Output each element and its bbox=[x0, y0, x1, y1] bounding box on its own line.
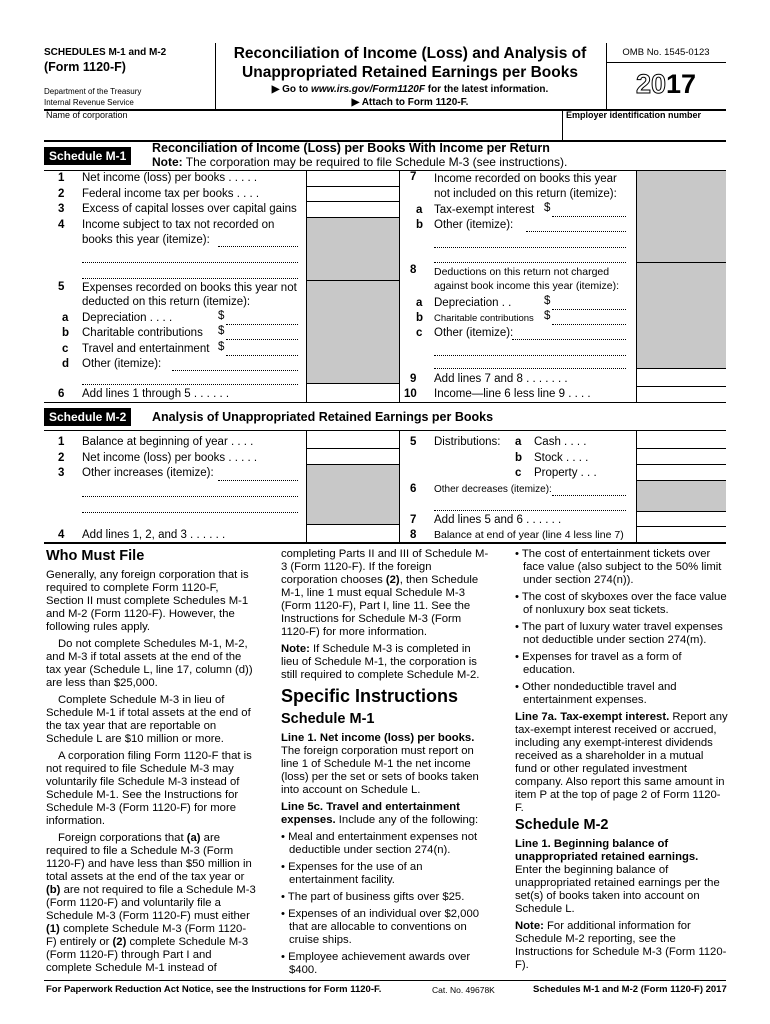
dept-irs: Internal Revenue Service bbox=[44, 98, 134, 107]
m2-line-3-itemize-field-2[interactable] bbox=[82, 496, 298, 497]
m1-line-7-label-1: Income recorded on books this year bbox=[434, 173, 617, 185]
m1-line-9-label: Add lines 7 and 8 . . . . . . . bbox=[434, 373, 568, 385]
m1-line-8-label-1: Deductions on this return not charged bbox=[434, 266, 610, 278]
m2-line-3-num: 3 bbox=[58, 467, 65, 479]
m2-line-5c-label: Property . . . bbox=[534, 467, 597, 479]
m1-line-4-label-2: books this year (itemize): bbox=[82, 234, 210, 246]
m2-line-3-itemize-field[interactable] bbox=[218, 480, 298, 481]
m1-line-5b-label: Charitable contributions bbox=[82, 327, 203, 339]
dollar-sign: $ bbox=[544, 295, 551, 307]
m2-line-5-label: Distributions: bbox=[434, 436, 501, 448]
m1-line-7b-itemize-field[interactable] bbox=[526, 231, 626, 232]
dollar-sign: $ bbox=[218, 310, 225, 322]
m1-line-7a-label: Tax-exempt interest bbox=[434, 204, 535, 216]
omb-number: OMB No. 1545-0123 bbox=[622, 47, 710, 58]
instr-bullet: • The cost of skyboxes over the face value of nonluxury box seat tickets. bbox=[515, 591, 727, 616]
instr-paragraph: Generally, any foreign corporation that is required to complete Form 1120-F, Section II must complete Schedules M-1 and M-2 (Form 1120-F). However, the following rules apply. bbox=[46, 569, 249, 633]
m1-line-10-label: Income—line 6 less line 9 . . . . bbox=[434, 388, 591, 400]
instr-paragraph: Do not complete Schedules M-1, M-2, and M-3 if total assets at the end of the tax year (Schedule L, line 17, column (d)) are less than $25,000. bbox=[46, 638, 253, 689]
m1-line-8a-amount[interactable] bbox=[552, 309, 626, 310]
instr-note: Note: If Schedule M-3 is completed in lieu of Schedule M-1, the corporation is still required to complete Schedule M-2. bbox=[281, 643, 480, 681]
m1-line-7b-label: Other (itemize): bbox=[434, 219, 514, 231]
m1-line-7b-letter: b bbox=[416, 219, 424, 231]
ein-label: Employer identification number bbox=[566, 110, 702, 120]
m1-line-5a-amount[interactable] bbox=[226, 324, 298, 325]
m2-line-6-itemize-field-2[interactable] bbox=[434, 510, 626, 511]
instructions-column-1 bbox=[46, 548, 256, 979]
m2-line-5b-amount[interactable] bbox=[638, 450, 725, 463]
cat-number: Cat. No. 49678K bbox=[432, 985, 495, 995]
instr-bullet: • The part of business gifts over $25. bbox=[281, 891, 465, 903]
instr-bullet: • Expenses for the use of an entertainment facility. bbox=[281, 861, 423, 886]
dept-treasury: Department of the Treasury bbox=[44, 87, 142, 96]
m1-line-2-label: Federal income tax per books . . . . bbox=[82, 188, 260, 200]
dollar-sign: $ bbox=[544, 310, 551, 322]
m2-line-5b-label: Stock . . . . bbox=[534, 452, 589, 464]
m1-line-8-num: 8 bbox=[410, 264, 417, 276]
m1-line-9-amount[interactable] bbox=[638, 370, 725, 385]
schedule-id: SCHEDULES M-1 and M-2 bbox=[44, 47, 167, 58]
m2-line-3-itemize-field-3[interactable] bbox=[82, 512, 298, 513]
schedule-m1-badge: Schedule M-1 bbox=[44, 147, 131, 165]
m2-line-5a-letter: a bbox=[515, 436, 522, 448]
m2-line-5a-label: Cash . . . . bbox=[534, 436, 587, 448]
instr-paragraph: Complete Schedule M-3 in lieu of Schedule M-1 if total assets at the end of the tax year that are reportable on Schedule L are $10 million or more. bbox=[46, 694, 251, 745]
dollar-sign: $ bbox=[218, 341, 225, 353]
m1-line-1-amount[interactable] bbox=[308, 172, 398, 185]
m1-line-8-label-2: against book income this year (itemize): bbox=[434, 280, 619, 292]
m1-line-6-label: Add lines 1 through 5 . . . . . . bbox=[82, 388, 230, 400]
specific-instructions-heading: Specific Instructions bbox=[281, 686, 459, 706]
m1-line-5d-letter: d bbox=[62, 358, 70, 370]
m1-line-8c-itemize-field-2[interactable] bbox=[434, 355, 626, 356]
instr-bullet: • Other nondeductible travel and entertainment expenses. bbox=[515, 681, 677, 706]
m2-line-8-label: Balance at end of year (line 4 less line 7) bbox=[434, 529, 624, 541]
form-title-line2: Unappropriated Retained Earnings per Books bbox=[242, 64, 578, 81]
m1-line-7-label-2: not included on this return (itemize): bbox=[434, 188, 617, 200]
m1-line-5d-itemize-field[interactable] bbox=[172, 370, 298, 371]
m1-line-8c-itemize-field[interactable] bbox=[512, 339, 626, 340]
m2-line-5a-amount[interactable] bbox=[638, 433, 725, 447]
form-title-line1: Reconciliation of Income (Loss) and Analysis of bbox=[233, 45, 587, 62]
instr-bullet: • The part of luxury water travel expenses not deductible under section 274(m). bbox=[515, 621, 723, 646]
name-of-corporation-label: Name of corporation bbox=[46, 110, 128, 120]
m2-line-1-label: Balance at beginning of year . . . . bbox=[82, 436, 254, 448]
m2-line-6-itemize-field[interactable] bbox=[552, 495, 626, 496]
m1-line-4-itemize-field-3[interactable] bbox=[82, 278, 298, 279]
who-must-file-heading: Who Must File bbox=[46, 548, 145, 564]
form-id: (Form 1120-F) bbox=[44, 60, 126, 74]
instr-paragraph: Line 1. Net income (loss) per books. The foreign corporation must report on line 1 of Schedule M-1 the net income (loss) per the set or sets of books taken into account on Schedule L. bbox=[281, 732, 479, 796]
m1-line-8a-letter: a bbox=[416, 297, 423, 309]
m1-line-5b-amount[interactable] bbox=[226, 339, 298, 340]
schedule-m2-title: Analysis of Unappropriated Retained Earnings per Books bbox=[152, 410, 494, 424]
instr-paragraph: Foreign corporations that (a) are required to file a Schedule M-3 (Form 1120-F) and have less than $50 million in total assets at the end of the tax year or (b) are not required to file a Schedule M-3 (Form 1120-F) and voluntarily file a Schedule M-3 (Form 1120-F) must either (1) complete Schedule M-3 (Form 1120-F) entirely or (2) complete Schedule M-3 (Form 1120-F) through Part I and complete Schedule M-1 instead of bbox=[46, 832, 256, 974]
m1-line-5c-label: Travel and entertainment bbox=[82, 343, 210, 355]
m1-line-4-num: 4 bbox=[58, 219, 65, 231]
instr-paragraph: Line 7a. Tax-exempt interest. Report any tax-exempt interest received or accrued, including any exempt-interest dividends received as a shareholder in a mutual fund or other regulated investment company. Also report this same amount in item P at the top of page 2 of Form 1120-F. bbox=[515, 711, 728, 814]
m1-line-5a-letter: a bbox=[62, 312, 69, 324]
m2-line-5-num: 5 bbox=[410, 436, 417, 448]
m1-line-5b-letter: b bbox=[62, 327, 70, 339]
tax-year: 2017 bbox=[635, 69, 697, 99]
m1-line-8c-itemize-field-3[interactable] bbox=[434, 368, 626, 369]
instr-paragraph: Line 5c. Travel and entertainment expenses. Include any of the following: bbox=[281, 801, 479, 826]
m1-line-5-label-2: deducted on this return (itemize): bbox=[82, 296, 251, 308]
m1-line-10-amount[interactable] bbox=[638, 387, 725, 401]
instructions-column-2 bbox=[281, 548, 491, 981]
m1-line-3-num: 3 bbox=[58, 203, 65, 215]
schedule-m2-badge: Schedule M-2 bbox=[44, 408, 131, 426]
m1-line-7a-amount[interactable] bbox=[552, 216, 626, 217]
schedule-m1-note: Note: The corporation may be required to file Schedule M-3 (see instructions). bbox=[152, 155, 568, 169]
m1-line-8c-label: Other (itemize): bbox=[434, 327, 514, 339]
m1-line-5d-label: Other (itemize): bbox=[82, 358, 162, 370]
m1-line-4-itemize-field-2[interactable] bbox=[82, 262, 298, 263]
m1-line-8b-letter: b bbox=[416, 312, 424, 324]
m1-line-5-num: 5 bbox=[58, 281, 65, 293]
instructions-column-3 bbox=[515, 548, 728, 976]
instr-paragraph: Line 1. Beginning balance of unappropriated retained earnings. Enter the beginning balance of unappropriated retained earnings per the set(s) of books taken into account on Schedule L. bbox=[515, 838, 720, 915]
instr-bullet: • Employee achievement awards over $400. bbox=[281, 951, 471, 976]
irs-url[interactable]: www.irs.gov/Form1120F bbox=[311, 84, 425, 95]
m1-line-8a-label: Depreciation . . bbox=[434, 297, 512, 309]
instr-bullet: • Expenses of an individual over $2,000 that are allocable to conventions on cruise ships. bbox=[281, 908, 480, 946]
instr-bullet: • Meal and entertainment expenses not deductible under section 274(n). bbox=[281, 831, 478, 856]
m2-line-1-amount[interactable] bbox=[308, 433, 398, 447]
m2-line-7-num: 7 bbox=[410, 514, 417, 526]
instr-bullet: • The cost of entertainment tickets over face value (also subject to the 50% limit under section 274(n)). bbox=[515, 548, 722, 586]
m2-line-6-num: 6 bbox=[410, 483, 417, 495]
m1-line-8b-label: Charitable contributions bbox=[434, 313, 534, 324]
m1-line-5d-itemize-field-2[interactable] bbox=[82, 384, 298, 385]
instr-bullet: • Expenses for travel as a form of education. bbox=[515, 651, 682, 676]
m1-line-8c-letter: c bbox=[416, 327, 423, 339]
m2-line-4-num: 4 bbox=[58, 529, 65, 541]
instr-paragraph: A corporation filing Form 1120-F that is not required to file Schedule M-3 may voluntarily file Schedule M-3 instead of Schedule M-1. See the Instructions for Schedule M-3 (Form 1120-F) for more information. bbox=[46, 750, 252, 827]
paperwork-notice: For Paperwork Reduction Act Notice, see the Instructions for Form 1120-F. bbox=[46, 984, 382, 995]
m1-line-1-num: 1 bbox=[58, 172, 65, 184]
m2-line-5c-amount[interactable] bbox=[638, 466, 725, 479]
schedule-m2-instr-heading: Schedule M-2 bbox=[515, 817, 609, 833]
m1-line-5c-amount[interactable] bbox=[226, 355, 298, 356]
m1-line-8b-amount[interactable] bbox=[552, 324, 626, 325]
m2-line-7-label: Add lines 5 and 6 . . . . . . bbox=[434, 514, 562, 526]
m1-line-5c-letter: c bbox=[62, 343, 69, 355]
goto-instructions: ▶ Go to www.irs.gov/Form1120F for the latest information. bbox=[271, 84, 549, 95]
m1-line-1-label: Net income (loss) per books . . . . . bbox=[82, 172, 258, 184]
m2-line-8-num: 8 bbox=[410, 529, 417, 541]
m1-line-3-amount[interactable] bbox=[308, 203, 398, 216]
m1-line-7b-itemize-field-3[interactable] bbox=[434, 262, 626, 263]
m1-line-10-num: 10 bbox=[404, 388, 417, 400]
m2-line-6-label: Other decreases (itemize): bbox=[434, 484, 552, 495]
m1-line-2-num: 2 bbox=[58, 188, 65, 200]
dollar-sign: $ bbox=[544, 202, 551, 214]
m1-line-7b-itemize-field-2[interactable] bbox=[434, 247, 626, 248]
schedule-m1-instr-heading: Schedule M-1 bbox=[281, 711, 375, 727]
m1-line-6-amount[interactable] bbox=[308, 387, 398, 401]
m1-line-4-itemize-field[interactable] bbox=[218, 246, 298, 247]
attach-instruction: ▶ Attach to Form 1120-F. bbox=[351, 97, 469, 108]
m1-line-5-label-1: Expenses recorded on books this year not bbox=[82, 282, 297, 294]
m2-line-2-amount[interactable] bbox=[308, 450, 398, 463]
m2-line-3-label: Other increases (itemize): bbox=[82, 467, 214, 479]
m2-line-4-label: Add lines 1, 2, and 3 . . . . . . bbox=[82, 529, 226, 541]
m2-line-5b-letter: b bbox=[515, 452, 523, 464]
m2-line-8-amount[interactable] bbox=[638, 527, 725, 541]
form-footer-id: Schedules M-1 and M-2 (Form 1120-F) 2017 bbox=[533, 984, 727, 995]
name-of-corporation-field[interactable] bbox=[44, 120, 560, 140]
instr-paragraph: completing Parts II and III of Schedule M-3 (Form 1120-F). If the foreign corporation chooses (2), then Schedule M-1, line 1 must equal Schedule M-3 (Form 1120-F), Part I, line 11. See the Instructions for Schedule M-3 (Form 1120-F) for more information. bbox=[281, 548, 489, 638]
m1-line-6-num: 6 bbox=[58, 388, 65, 400]
m1-line-7-num: 7 bbox=[410, 171, 417, 183]
dollar-sign: $ bbox=[218, 325, 225, 337]
ein-field[interactable] bbox=[564, 120, 726, 140]
schedule-m1-title: Reconciliation of Income (Loss) per Books With Income per Return bbox=[152, 141, 550, 155]
m1-line-2-amount[interactable] bbox=[308, 188, 398, 201]
m2-line-7-amount[interactable] bbox=[638, 512, 725, 525]
m1-line-3-label: Excess of capital losses over capital gains bbox=[82, 203, 297, 215]
m1-line-7a-letter: a bbox=[416, 204, 423, 216]
m2-line-1-num: 1 bbox=[58, 436, 65, 448]
instr-note: Note: For additional information for Schedule M-2 reporting, see the Instructions for Schedule M-3 (Form 1120-F). bbox=[515, 920, 727, 971]
m2-line-5c-letter: c bbox=[515, 467, 522, 479]
m2-line-2-label: Net income (loss) per books . . . . . bbox=[82, 452, 258, 464]
m2-line-4-amount[interactable] bbox=[308, 526, 398, 541]
m2-line-2-num: 2 bbox=[58, 452, 65, 464]
m1-line-5a-label: Depreciation . . . . bbox=[82, 312, 173, 324]
m1-line-4-label-1: Income subject to tax not recorded on bbox=[82, 219, 275, 231]
m1-line-9-num: 9 bbox=[410, 373, 417, 385]
